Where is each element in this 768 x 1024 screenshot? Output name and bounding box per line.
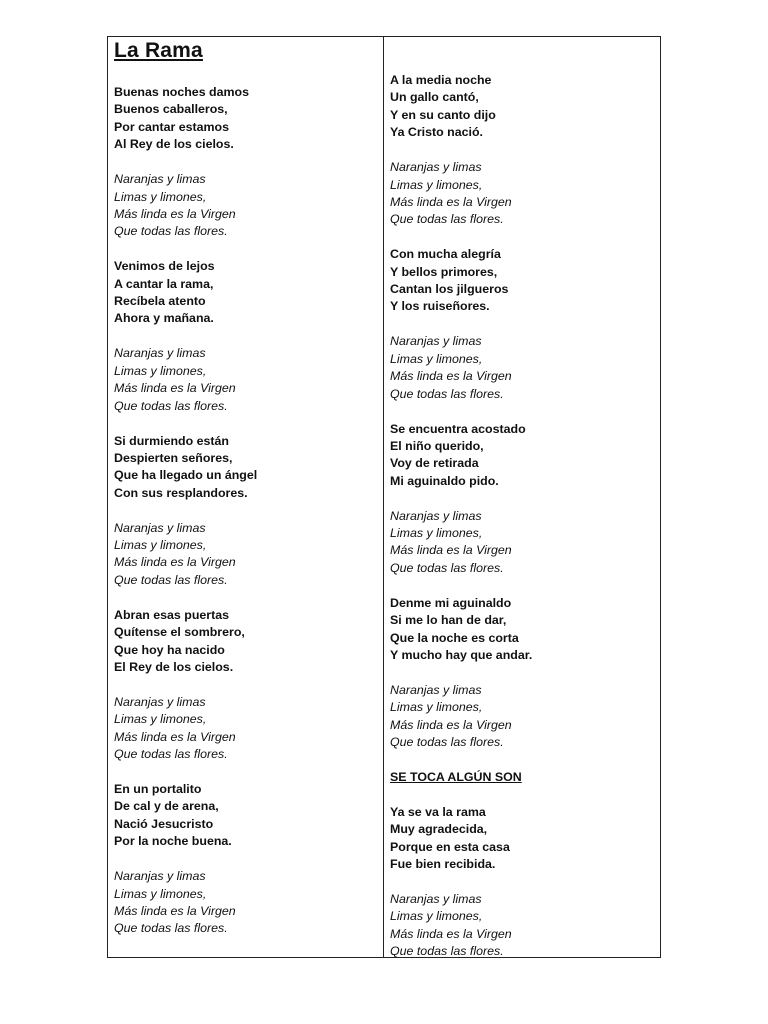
lyric-line: Limas y limones, xyxy=(114,538,207,553)
lyric-line: Más linda es la Virgen xyxy=(390,717,512,732)
lyric-line: El Rey de los cielos. xyxy=(114,659,234,674)
lyric-line: Limas y limones, xyxy=(390,700,483,715)
lyric-line: Naranjas y limas xyxy=(390,892,482,907)
lyric-line: Limas y limones, xyxy=(114,886,207,901)
lyric-line: Naranjas y limas xyxy=(390,508,482,523)
right-column xyxy=(384,37,660,957)
lyric-line: Que hoy ha nacido xyxy=(114,642,225,657)
lyric-line: El niño querido, xyxy=(390,438,484,453)
chorus-stanza xyxy=(390,159,656,229)
lyric-line: Si durmiendo están xyxy=(114,433,229,448)
stage-note xyxy=(390,769,656,786)
lyric-line: Y los ruiseñores. xyxy=(390,299,490,314)
lyric-line: Más linda es la Virgen xyxy=(390,369,512,384)
chorus-stanza xyxy=(114,345,379,415)
lyric-line: Que todas las flores. xyxy=(390,560,504,575)
lyric-line: Con sus resplandores. xyxy=(114,485,248,500)
lyric-line: Al Rey de los cielos. xyxy=(114,137,234,152)
lyric-line: Que la noche es corta xyxy=(390,630,519,645)
chorus-stanza xyxy=(114,171,379,241)
lyric-line: Venimos de lejos xyxy=(114,259,215,274)
lyric-line: Mi aguinaldo pido. xyxy=(390,473,499,488)
lyric-line: Abran esas puertas xyxy=(114,607,230,622)
lyric-line: Ya Cristo nació. xyxy=(390,125,483,140)
lyric-line: A la media noche xyxy=(390,73,492,87)
lyric-line: Que todas las flores. xyxy=(390,212,504,227)
lyric-line: Se encuentra acostado xyxy=(390,421,526,436)
lyric-line: Más linda es la Virgen xyxy=(114,555,236,570)
lyric-line: Limas y limones, xyxy=(390,177,483,192)
lyric-line: Recíbela atento xyxy=(114,294,206,309)
verse-stanza xyxy=(390,72,656,142)
lyric-line: En un portalito xyxy=(114,782,202,796)
page-title: La Rama xyxy=(114,39,203,62)
lyric-line: Ahora y mañana. xyxy=(114,311,214,326)
lyric-line: Que todas las flores. xyxy=(390,944,504,959)
chorus-stanza xyxy=(390,891,656,961)
lyric-line: Naranjas y limas xyxy=(390,682,482,697)
lyric-line: Que todas las flores. xyxy=(390,386,504,401)
verse-stanza xyxy=(114,84,379,154)
lyric-line: Naranjas y limas xyxy=(390,334,482,349)
lyric-line: Que todas las flores. xyxy=(114,398,228,413)
lyric-line: Naranjas y limas xyxy=(114,869,206,884)
lyric-line: Más linda es la Virgen xyxy=(114,729,236,744)
lyric-line: Que todas las flores. xyxy=(114,747,228,762)
lyric-line: Porque en esta casa xyxy=(390,839,510,854)
lyric-line: De cal y de arena, xyxy=(114,799,219,814)
lyric-line: Que todas las flores. xyxy=(114,572,228,587)
lyric-line: Que todas las flores. xyxy=(114,921,228,936)
lyric-line: Ya se va la rama xyxy=(390,804,486,819)
verse-stanza xyxy=(390,804,656,874)
lyric-line: Más linda es la Virgen xyxy=(114,903,236,918)
lyric-line: Limas y limones, xyxy=(390,526,483,541)
lyric-line: Quítense el sombrero, xyxy=(114,625,245,640)
lyric-line: Por la noche buena. xyxy=(114,834,232,849)
lyric-line: Nació Jesucristo xyxy=(114,816,214,831)
lyric-line: Más linda es la Virgen xyxy=(390,926,512,941)
verse-stanza xyxy=(114,781,379,851)
lyric-line: Fue bien recibida. xyxy=(390,857,496,872)
lyric-line: Limas y limones, xyxy=(114,712,207,727)
verse-stanza xyxy=(114,258,379,328)
chorus-stanza xyxy=(114,694,379,764)
lyric-line: Por cantar estamos xyxy=(114,119,230,134)
lyric-line: Limas y limones, xyxy=(114,363,207,378)
lyric-line: Voy de retirada xyxy=(390,456,479,471)
lyric-line: Limas y limones, xyxy=(390,351,483,366)
lyric-line: Denme mi aguinaldo xyxy=(390,595,512,610)
lyric-line: Más linda es la Virgen xyxy=(114,206,236,221)
lyric-line: Naranjas y limas xyxy=(114,346,206,361)
left-stanzas xyxy=(114,84,379,955)
lyric-line: Que todas las flores. xyxy=(390,735,504,750)
lyric-line: Limas y limones, xyxy=(114,189,207,204)
chorus-stanza xyxy=(390,682,656,752)
lyrics-sheet xyxy=(107,36,661,958)
lyric-line: Que todas las flores. xyxy=(114,224,228,239)
chorus-stanza xyxy=(114,868,379,938)
lyric-line: Naranjas y limas xyxy=(114,694,206,709)
lyric-line: Más linda es la Virgen xyxy=(390,543,512,558)
lyric-line: Limas y limones, xyxy=(390,909,483,924)
lyric-line: Despierten señores, xyxy=(114,450,233,465)
lyric-line: Que ha llegado un ángel xyxy=(114,468,258,483)
lyric-line: Cantan los jilgueros xyxy=(390,282,509,297)
lyric-line: Buenas noches damos xyxy=(114,85,249,99)
lyric-line: Muy agradecida, xyxy=(390,822,488,837)
lyric-line: Buenos caballeros, xyxy=(114,102,228,117)
chorus-stanza xyxy=(390,333,656,403)
lyric-line: Más linda es la Virgen xyxy=(114,381,236,396)
lyric-line: Un gallo cantó, xyxy=(390,90,479,105)
lyric-line: Naranjas y limas xyxy=(390,160,482,175)
verse-stanza xyxy=(390,421,656,491)
lyric-line: Naranjas y limas xyxy=(114,520,206,535)
lyric-line: Naranjas y limas xyxy=(114,172,206,187)
lyric-line: Más linda es la Virgen xyxy=(390,194,512,209)
left-column xyxy=(108,37,384,957)
verse-stanza xyxy=(114,433,379,503)
chorus-stanza xyxy=(114,520,379,590)
lyric-line: Y mucho hay que andar. xyxy=(390,647,533,662)
lyric-line: Y en su canto dijo xyxy=(390,107,496,122)
lyric-line: Si me lo han de dar, xyxy=(390,613,507,628)
verse-stanza xyxy=(390,595,656,665)
right-stanzas xyxy=(390,72,656,978)
lyric-line: SE TOCA ALGÚN SON xyxy=(390,770,522,784)
lyric-line: Con mucha alegría xyxy=(390,247,501,262)
verse-stanza xyxy=(114,607,379,677)
chorus-stanza xyxy=(390,508,656,578)
verse-stanza xyxy=(390,246,656,316)
lyric-line: Y bellos primores, xyxy=(390,264,498,279)
lyric-line: A cantar la rama, xyxy=(114,276,214,291)
